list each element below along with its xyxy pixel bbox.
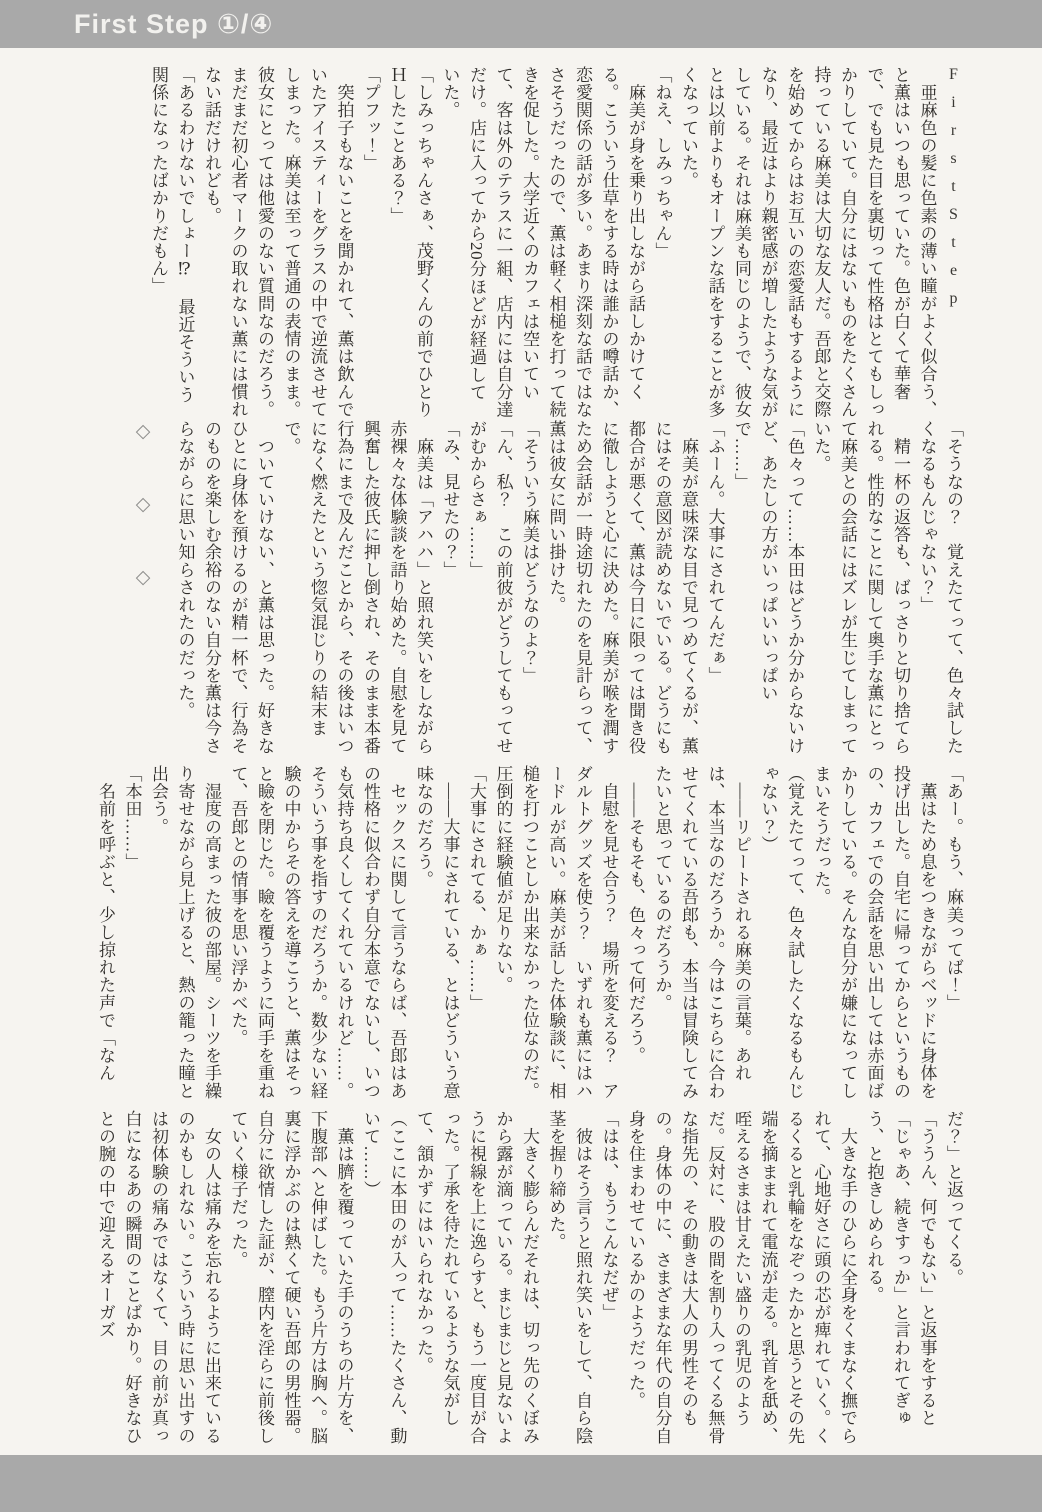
paragraph: （ここに本田のが入って……たくさん、動いて……） (361, 1110, 407, 1445)
paragraph: 自慰を見せ合う？ 場所を変える？ アダルトグッズを使う？ いずれも薫にはハードルが高い。麻美が話した体験談に、相槌を打つことしか出来なかった位なのだ。圧倒的に経験値が足りない。 (493, 765, 619, 1100)
paragraph: 薫はため息をつきながらベッドに身体を投げ出した。自宅に帰ってからというものの、カフェでの会話を思い出しては赤面ばかりしている。そんな自分が嫌になってしまいそうだった。 (811, 765, 937, 1100)
chapter-title: First Step ①/④ (74, 9, 274, 39)
paragraph: 「そうなの？ 覚えたてって、色々試したくなるもんじゃない？」 (917, 420, 963, 755)
paragraph: （覚えたてって、色々試したくなるもんじゃない？） (758, 765, 804, 1100)
paragraph: だ？」と返ってくる。 (944, 1110, 963, 1286)
paragraph: 麻美が意味深な目で見つめてくるが、薫にはその意図が読めないでいる。どうにも都合が悪くて、薫は今日に限っては聞き役に徹しようと心に決めた。麻美が喉を潤すため会話が一時途切れたのを見計らって、薫は彼女に問い掛けた。 (546, 420, 698, 755)
chapter-header-bar (0, 0, 1042, 48)
paragraph: 薫は臍を覆っていた手のうちの片方を、下腹部へと伸ばした。もう片方は胸へ。脳裏に浮かぶのは熱くて硬い吾郎の男性器。自分に欲情した証が、膣内を淫らに前後していく様子だった。 (228, 1110, 354, 1445)
band1-paragraphs (145, 66, 940, 418)
paragraph: 麻美が身を乗り出しながら話しかけてくる。こういう仕草をする時は誰かの噂話か、恋愛関係の話が多い。あまり深刻な話ではなさそうだったので、薫は軽く相槌を打って続きを促した。大学近くのカフェは空いていて、客は外のテラスに一組、店内には自分達だけ。店に入ってから20分ほどが経過していた。 (440, 66, 645, 418)
paragraph: ――リピートされる麻美の言葉。あれは、本当なのだろうか。今はこちらに合わせてくれている吾郎も、本当は冒険してみたいと思っているのだろうか。 (652, 765, 751, 1100)
paragraph: 彼はそう言うと照れ笑いをして、自ら陰茎を握り締めた。 (546, 1110, 592, 1445)
paragraph: 「ねえ、しみっちゃん」 (652, 66, 672, 260)
paragraph: セックスに関して言うならば、吾郎はあの性格に似合わず自分本意でないし、いつも気持ち良くしてくれているけれど……。そういう事を指すのだろうか。数少ない経験の中からその答えを導こうと、薫はそっと瞼を閉じた。瞼を覆うように両手を重ねて、吾郎との情事を思い浮かべた。 (228, 765, 407, 1100)
paragraph: 「ん、私？ この前彼がどうしてもってせがむからさぁ……」 (467, 420, 513, 755)
paragraph: 大きな手のひらに全身をくまなく撫でられて、心地好さに頭の芯が痺れていく。くるくると乳輪をなぞったかと思うとその先端を摘ままれて電流が走る。乳首を舐め、咥えるさまは甘えたい盛りの乳児のようだ。反対に、股の間を割り入ってくる無骨な指先の、その動きは大人の男性そのもの。身体の中に、さまざまな年代の自分自身を住まわせているかのようだった。 (626, 1110, 857, 1445)
paragraph: 女の人は痛みを忘れるように出来ているのかもしれない。こういう時に思い出すのは初体験の痛みではなくて、目の前が真っ白になるあの瞬間のことばかり。好きなひとの腕の中で迎えるオーガズ (96, 1110, 221, 1445)
text-band-4 (56, 1110, 966, 1457)
paragraph: 「あー。もう、麻美ってば！」 (944, 765, 963, 1012)
paragraph: ◇ ◇ ◇ (132, 420, 153, 604)
paragraph: 「み、見せたの？」 (440, 420, 460, 579)
paragraph: 「本田……」 (122, 765, 142, 871)
story-title-vertical: FirstStep (945, 66, 962, 318)
paragraph: 「色々って……本田はどうか分からないけど、あたしの方がいっぱいいっぱいで……」 (732, 420, 804, 755)
text-band-1 (56, 66, 966, 418)
text-band-3 (56, 765, 966, 1110)
paragraph: ――大事にされている、とはどういう意味なのだろう。 (414, 765, 460, 1100)
paragraph: 大きく膨らんだそれは、切っ先のくぼみから露が滴っている。まじまじと見ないように視線を上に逸らすと、もう一度目が合った。了承を待たれているような気がして、頷かずにはいられなかった。 (414, 1110, 539, 1445)
paragraph: 「あるわけないでしょー⁉ 最近そういう関係になったばかりだもん」 (149, 66, 195, 404)
paragraph: 名前を呼ぶと、少し掠れた声で「なん (96, 765, 115, 1082)
paragraph: 「大事にされてる、かぁ……」 (467, 765, 486, 1012)
paragraph: 麻美は「アハハ」と照れ笑いをしながら赤裸々な体験談を語り始めた。自慰を見て興奮した彼氏に押し倒され、そのまま本番行為にまで及んだことから、その後はいつになく燃えたという惚気混じりの結末まで。 (281, 420, 433, 755)
paragraph: ――そもそも、色々って何だろう。 (626, 765, 645, 1065)
paragraph: 「ふーん。大事にされてんだぁ」 (705, 420, 725, 684)
paragraph: 「そういう麻美はどうなのよ？」 (520, 420, 539, 684)
paragraph: 「しみっちゃんさぁ、茂野くんの前でひとりＨしたことある？」 (387, 66, 433, 418)
paragraph: 「はは、もうこんなだぜ」 (599, 1110, 619, 1322)
text-band-2 (56, 420, 966, 760)
paragraph: 亜麻色の髪に色素の薄い瞳がよく似合う、と薫はいつも思っていた。色が白くて華奢で、でも見た目を裏切って性格はとてもしっかりしていて。自分にはないものをたくさん持っている麻美は大切な友人だ。吾郎と交際を始めてからはお互いの恋愛話もするようになり、最近はより親密感が増したような気がしている。それは麻美も同じのようで、彼女とは以前よりもオープンな話をすることが多くなっていた。 (679, 66, 937, 418)
paragraph: 「ううん、何でもない」と返事をすると「じゃあ、続きすっか」と言われてぎゅう、と抱きしめられる。 (864, 1110, 937, 1427)
paragraph: 精一杯の返答も、ばっさりと切り捨てられる。性的なことに関して奥手な薫にとって麻美との会話にはズレが生じてしまっていた。 (811, 420, 910, 755)
paragraph: ついていけない、と薫は思った。好きなひとに身体を預けるのが精一杯で、行為そのものを楽しむ余裕のない自分を薫は今さらながらに思い知らされたのだった。 (175, 420, 274, 755)
paragraph: 「プフッ！」 (361, 66, 380, 172)
paragraph: 湿度の高まった彼の部屋。シーツを手繰り寄せながら見上げると、熱の籠った瞳と出会う。 (149, 765, 221, 1100)
page-footer-bar (0, 1455, 1042, 1512)
paragraph: 突拍子もないことを聞かれて、薫は飲んでいたアイスティーをグラスの中で逆流させてしまった。麻美は至って普通の表情のまま。彼女にとっては他愛のない質問なのだろう。まだまだ初心者マークの取れない薫には慣れない話だけれども。 (202, 66, 354, 418)
